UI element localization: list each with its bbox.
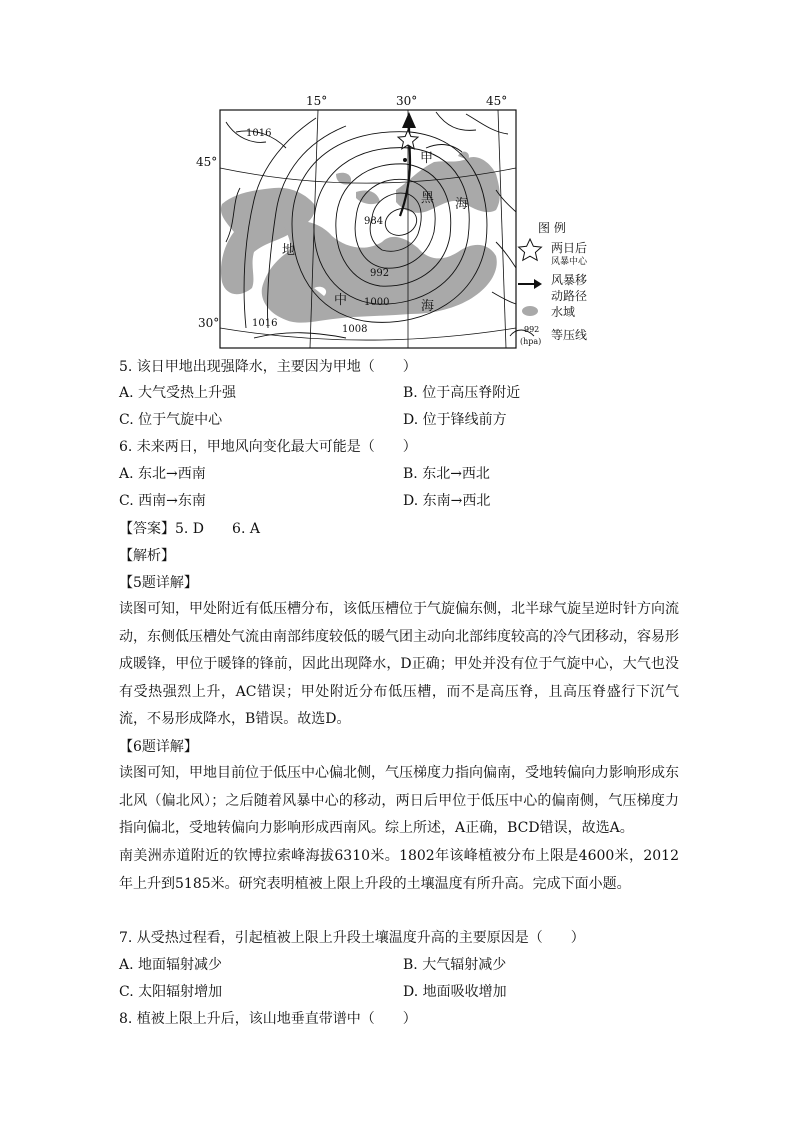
q5-detail-body: 读图可知，甲处附近有低压槽分布，该低压槽位于气旋偏东侧，北半球气旋呈逆时针方向流动，东侧低压槽处气流由南部纬度较低的暖气团主动向北部纬度较高的冷气团移动，容易形成暖锋，甲位于暖锋的锋前，因此出现降水，D正确；甲处并没有位于气旋中心，大气也没有受热强烈上升，AC错误；甲处附近分布低压槽，而不是高压脊，且高压脊盛行下沉气流，不易形成降水，B错误。故选D。: [119, 601, 679, 728]
question-7-option-a: A. 地面辐射减少: [119, 957, 223, 973]
q6-detail-body: 读图可知，甲地目前位于低压中心偏北侧，气压梯度力指向偏南，受地转偏向力影响形成东北风（偏北风）；之后随着风暴中心的移动，两日后甲位于低压中心的偏南侧，气压梯度力指向偏北，受地转偏向力影响形成西南风。综上所述，A正确，BCD错误，故选A。: [119, 765, 679, 837]
legend-isobar-unit: (hpa): [520, 337, 542, 346]
place-label-hei: 黑: [421, 191, 435, 206]
question-6-option-c: C. 西南→东南: [119, 493, 206, 509]
question-7-stem: 7. 从受热过程看，引起植被上限上升段土壤温度升高的主要原因是（ ）: [119, 930, 585, 946]
question-6-option-a: A. 东北→西南: [119, 466, 206, 482]
question-5-option-a: A. 大气受热上升强: [119, 385, 237, 401]
lon-label-30: 30°: [396, 94, 418, 108]
question-5-stem: 5. 该日甲地出现强降水，主要因为甲地（ ）: [119, 359, 417, 375]
analysis-heading: 【解析】: [119, 548, 175, 564]
legend-storm-center-line2: 风暴中心: [551, 257, 588, 267]
q5-detail-heading: 【5题详解】: [119, 575, 198, 591]
question-8-stem: 8. 植被上限上升后，该山地垂直带谱中（ ）: [119, 1011, 417, 1027]
question-7-option-b: B. 大气辐射减少: [403, 957, 507, 973]
isobar-label-1008: 1008: [342, 324, 368, 335]
lon-label-45: 45°: [486, 94, 508, 108]
question-7-option-d: D. 地面吸收增加: [403, 984, 507, 1000]
question-5-option-c: C. 位于气旋中心: [119, 412, 223, 428]
isobar-label-992: 992: [370, 268, 390, 279]
weather-map: [196, 92, 601, 352]
legend-isobar-label: 等压线: [551, 328, 588, 342]
legend-title: 图 例: [538, 221, 566, 235]
legend-water-label: 水域: [551, 305, 576, 319]
lat-label-30: 30°: [198, 316, 220, 330]
place-label-zhong: 中: [334, 293, 348, 308]
legend-arrowhead-icon: [534, 279, 542, 289]
isobar-label-1016-south: 1016: [252, 318, 278, 329]
question-6-stem: 6. 未来两日，甲地风向变化最大可能是（ ）: [119, 439, 417, 455]
question-7-option-c: C. 太阳辐射增加: [119, 984, 223, 1000]
lat-label-45: 45°: [196, 155, 218, 169]
weather-map-figure: [196, 92, 601, 352]
isobar-label-984: 984: [364, 216, 384, 227]
legend-path-line2: 动路径: [551, 289, 588, 303]
question-6-option-d: D. 东南→西北: [403, 493, 491, 509]
place-label-hai-mediterranean: 海: [421, 299, 435, 314]
point-jia-marker: [403, 158, 407, 162]
isobar-label-1000: 1000: [364, 297, 390, 308]
legend-storm-center-line1: 两日后: [551, 241, 588, 255]
question-6-option-b: B. 东北→西北: [403, 466, 490, 482]
isobar-label-1016-north: 1016: [246, 128, 272, 139]
question-5-option-d: D. 位于锋线前方: [403, 412, 507, 428]
question-5-option-b: B. 位于高压脊附近: [403, 385, 521, 401]
place-label-jia: 甲: [420, 151, 434, 166]
legend-path-line1: 风暴移: [551, 273, 588, 287]
answer-line: 【答案】5. D 6. A: [119, 521, 260, 537]
map-legend: [510, 220, 588, 346]
q6-detail-heading: 【6题详解】: [119, 739, 198, 755]
passage-text: 南美洲赤道附近的钦博拉索峰海拔6310米。1802年该峰植被分布上限是4600米，2012年上升到5185米。研究表明植被上限上升段的土壤温度有所升高。完成下面小题。: [119, 848, 679, 892]
place-label-hai-black-sea: 海: [455, 197, 469, 212]
place-label-di: 地: [282, 243, 296, 258]
lon-label-15: 15°: [306, 94, 328, 108]
legend-star-icon: [519, 239, 542, 260]
legend-isobar-value: 992: [524, 325, 540, 334]
